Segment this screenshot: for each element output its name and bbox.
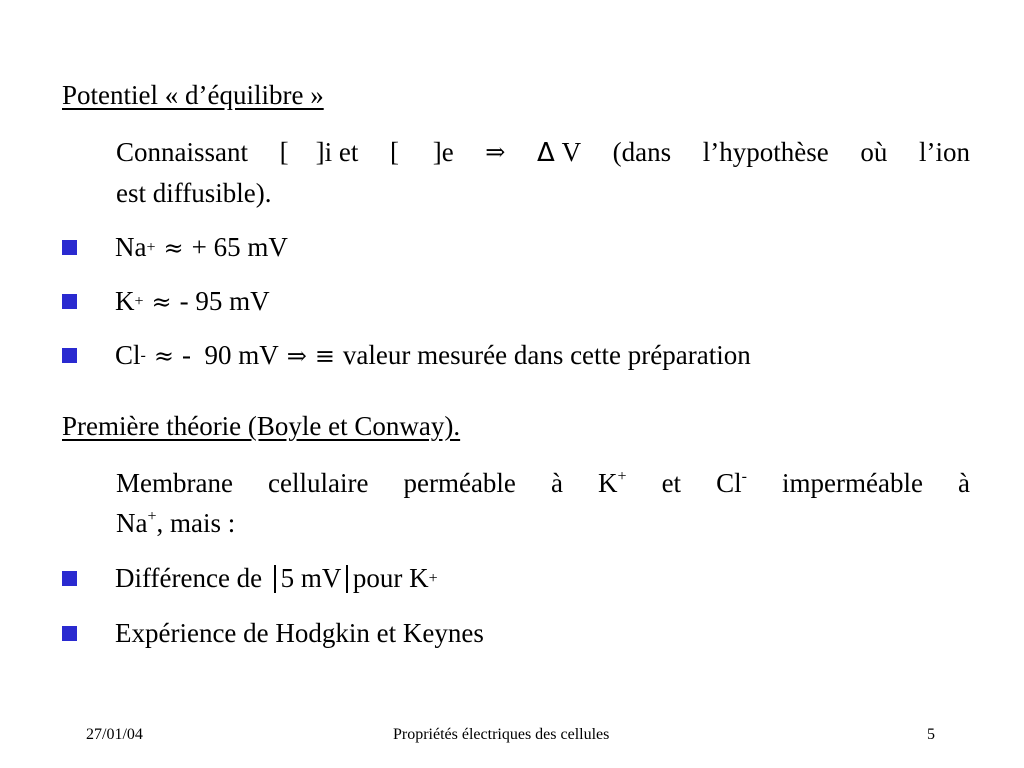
section1-paragraph-line2: est diffusible).	[116, 178, 272, 208]
ion-symbol: K	[115, 286, 135, 316]
section1-paragraph-line1	[116, 132, 970, 173]
word: imperméable	[782, 468, 923, 498]
footer-page-number: 5	[927, 726, 935, 743]
square-bullet-icon	[62, 348, 77, 363]
section2-heading: Première théorie (Boyle et Conway).	[62, 411, 461, 441]
list-item: Différence de 5 mV pour K +	[62, 563, 438, 594]
bullet-text: valeur mesurée dans cette préparation	[342, 340, 751, 370]
bullet-text: Différence de	[115, 563, 263, 593]
list-item: Cl - ≈ - 90 mV ⇒ ≡ valeur mesurée dans cette préparation	[62, 340, 751, 371]
section2-paragraph-line1	[116, 463, 970, 503]
word: Membrane	[116, 468, 233, 498]
section1-heading: Potentiel « d’équilibre »	[62, 80, 324, 110]
potential-value: - 90 mV	[181, 340, 279, 370]
approx-symbol: ≈	[153, 341, 174, 370]
ion-symbol: Na	[115, 232, 147, 262]
ion-symbol: Cl	[115, 340, 141, 370]
word: (dans	[612, 137, 672, 167]
difference-value: 5 mV	[280, 563, 342, 593]
potential-value: + 65 mV	[191, 232, 288, 262]
square-bullet-icon	[62, 240, 77, 255]
section1-paragraph	[116, 132, 970, 213]
concentration-i: [ ]i et	[279, 137, 359, 167]
approx-symbol: ≈	[163, 233, 184, 262]
word: cellulaire	[268, 468, 369, 498]
list-item	[62, 618, 484, 649]
abs-bar-left	[274, 565, 276, 593]
equiv-symbol: ≡	[314, 341, 335, 370]
word: perméable	[403, 468, 516, 498]
abs-bar-right	[346, 565, 348, 593]
word: à	[550, 468, 563, 498]
square-bullet-icon	[62, 571, 77, 586]
bullet-text: Expérience de Hodgkin et Keynes	[115, 618, 484, 648]
approx-symbol: ≈	[151, 287, 172, 316]
square-bullet-icon	[62, 626, 77, 641]
section2-paragraph	[116, 463, 970, 543]
bullet-text: pour K	[352, 563, 429, 593]
word: Connaissant	[116, 137, 248, 167]
word: l’hypothèse	[702, 137, 829, 167]
word: et	[661, 468, 682, 498]
word: l’ion	[918, 137, 970, 167]
footer-date: 27/01/04	[86, 726, 143, 743]
concentration-e: [ ]e	[389, 137, 454, 167]
ion-k: K+	[598, 468, 627, 498]
list-item: Na + ≈ + 65 mV	[62, 232, 288, 263]
potential-value: - 95 mV	[179, 286, 270, 316]
delta-v: Δ V	[537, 137, 582, 168]
list-item: K + ≈ - 95 mV	[62, 286, 270, 317]
square-bullet-icon	[62, 294, 77, 309]
word: à	[958, 468, 970, 498]
section2-paragraph-line2: Na+, mais :	[116, 508, 236, 538]
footer-title: Propriétés électriques des cellules	[393, 726, 610, 743]
implies-symbol: ⇒	[286, 341, 307, 370]
word: où	[860, 137, 888, 167]
ion-cl: Cl-	[716, 468, 747, 498]
implies-symbol: ⇒	[485, 138, 506, 166]
